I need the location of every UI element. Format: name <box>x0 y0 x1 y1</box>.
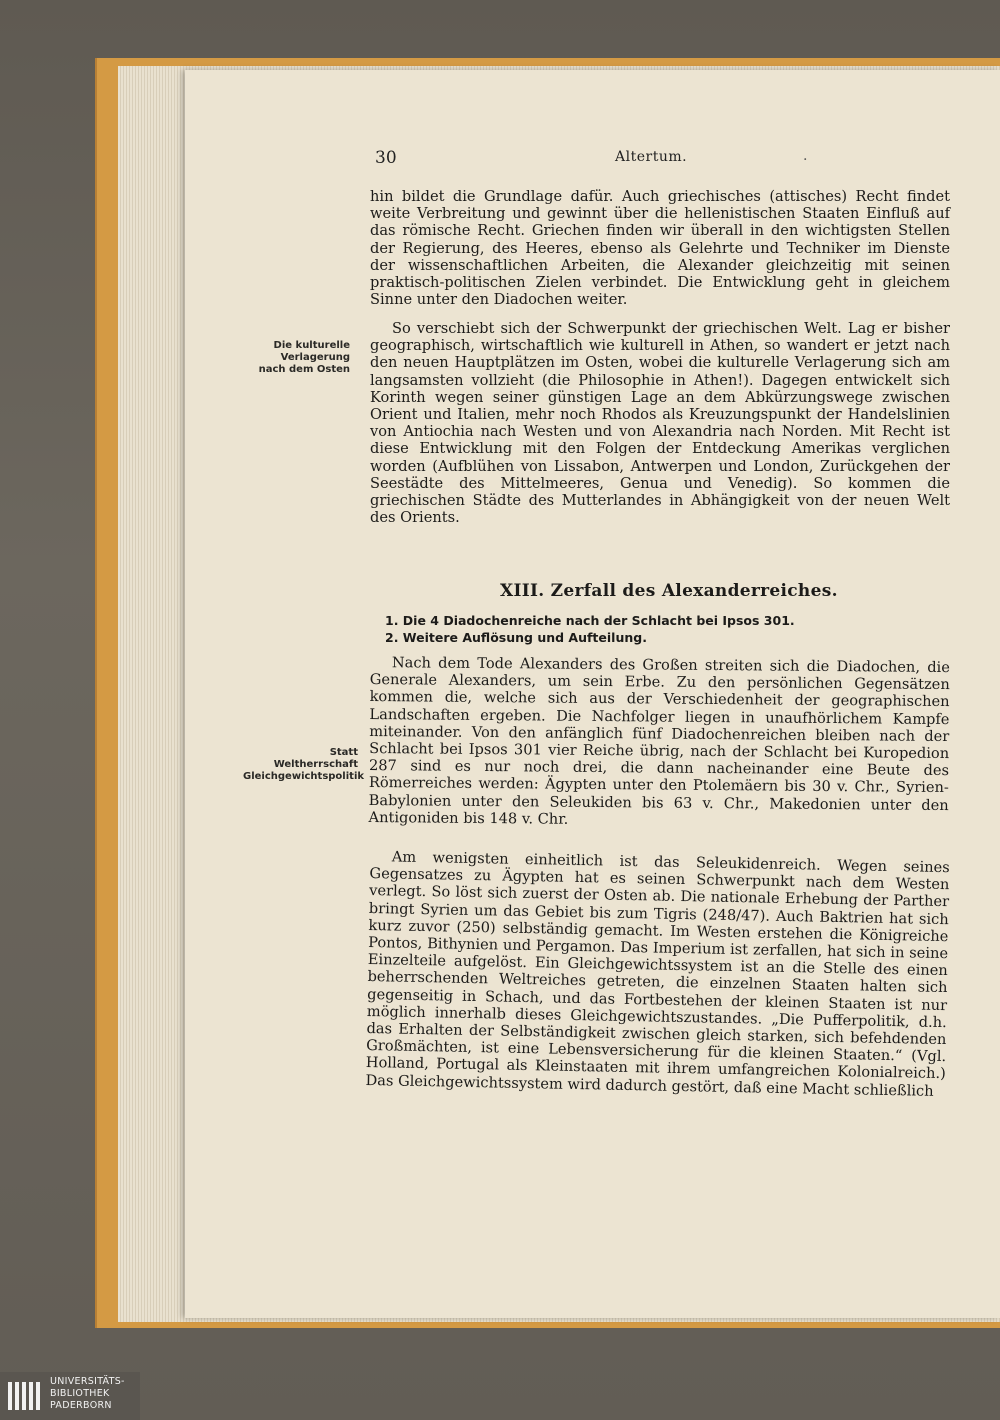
section-subtopics <box>385 612 905 646</box>
subtopic-item: 2. Weitere Auflösung und Aufteilung. <box>385 630 647 645</box>
page-header <box>375 148 935 170</box>
paragraph: So verschiebt sich der Schwerpunkt der griechischen Welt. Lag er bisher geographisch, wirtschaftlich wie kulturell in Athen, so wandert er jetzt nach den neuen Hauptplätzen im Osten, wobei die kulturelle Verlagerung sich am langsamsten vollzieht (die Philosophie in Athen!). Dagegen entwickelt sich Korinth wegen seiner günstigen Lage an dem Abkürzungswege zwischen Orient und Italien, mehr noch Rhodos als Kreuzungspunkt der Handelslinien von Antiochia nach Westen und von Alexandria nach Norden. Mit Recht ist diese Entwicklung mit den Folgen der Entdeckung Amerikas verglichen worden (Aufblühen von Lissabon, Antwerpen und London, Zurückgehen der Seestädte des Mittelmeeres, Genua und Venedig). So kommen die griechischen Städte des Mutterlandes in Abhängigkeit von der neuen Welt des Orients. <box>370 320 950 527</box>
paragraph-block-2 <box>370 320 950 526</box>
subtopic-item: 1. Die 4 Diadochenreiche nach der Schlacht bei Ipsos 301. <box>385 613 795 628</box>
page-number: 30 <box>375 148 397 168</box>
paragraph-block-1 <box>370 188 950 308</box>
paragraph-block-3 <box>368 654 949 831</box>
margin-note-line: Die kulturelle <box>273 340 350 351</box>
paragraph-block-4 <box>365 848 950 1100</box>
paragraph: hin bildet die Grundlage dafür. Auch griechisches (attisches) Recht findet weite Verbreitung und gewinnt über die hellenistischen Staaten Einfluß auf das römische Recht. Griechen finden wir überall in den wichtigsten Stellen der Regierung, des Heeres, ebenso als Gelehrte und Techniker im Dienste der wissenschaftlichen Arbeiten, die Alexander gleichzeitig mit seinen praktisch-politischen Zielen verbindet. Die Entwicklung geht in gleichem Sinne unter den Diadochen weiter. <box>370 188 950 309</box>
logo-line: BIBLIOTHEK <box>50 1388 110 1399</box>
library-logo <box>0 1372 140 1420</box>
running-head: Altertum. <box>615 149 688 165</box>
header-dot: . <box>803 148 808 164</box>
section-heading: XIII. Zerfall des Alexanderreiches. <box>500 581 838 601</box>
library-emblem-icon <box>6 1378 44 1414</box>
margin-note-line: Verlagerung <box>280 352 350 363</box>
library-name <box>50 1376 125 1412</box>
margin-note-line: Statt Weltherrschaft <box>273 747 358 770</box>
logo-line: PADERBORN <box>50 1400 112 1411</box>
margin-note-line: nach dem Osten <box>258 364 350 375</box>
paragraph: Am wenigsten einheitlich ist das Seleukidenreich. Wegen seines Gegensatzes zu Ägypten hat es seinen Schwerpunkt nach dem Westen verlegt. So löst sich zuerst der Osten ab. Die nationale Erhebung der Parther bringt Syrien um das Gebiet bis zum Tigris (248/47). Auch Baktrien hat sich kurz zuvor (250) selbständig gemacht. Im Westen erstehen die Königreiche Pontos, Bithynien und Pergamon. Das Imperium ist zerfallen, hat sich in seine Einzelteile aufgelöst. Ein Gleichgewichtssystem ist an die Stelle des einen beherrschenden Weltreiches getreten, die einzelnen Staaten halten sich gegenseitig in Schach, und das Fortbestehen der kleinen Staaten ist nur möglich innerhalb dieses Gleichgewichtszustandes. „Die Pufferpolitik, d.h. das Erhalten der Selbständigkeit zwischen gleich starken, sich befehdenden Großmächten, ist eine Lebensversicherung für die kleinen Staaten.“ (Vgl. Holland, Portugal als Kleinstaaten mit ihrem umfangreichen Kolonialreich.) Das Gleichgewichtssystem wird dadurch gestört, daß eine Macht schließlich <box>365 848 950 1100</box>
paragraph: Nach dem Tode Alexanders des Großen streiten sich die Diadochen, die Generale Alexanders, um sein Erbe. Zu den persönlichen Gegensätzen kommen die, welche sich aus der Verschiedenheit der geographischen Landschaften ergeben. Die Nachfolger liegen in unaufhörlichem Kampfe miteinander. Von den anfänglich fünf Diadochenreichen bleiben nach der Schlacht bei Ipsos 301 vier Reiche übrig, nach der Schlacht bei Kuropedion 287 sind es nur noch drei, die dann nacheinander eine Beute des Römerreiches werden: Ägypten unter den Ptolemäern bis 30 v. Chr., Syrien-Babylonien unter den Seleukiden bis 63 v. Chr., Makedonien unter den Antigoniden bis 148 v. Chr. <box>368 654 950 828</box>
logo-line: UNIVERSITÄTS- <box>50 1376 125 1387</box>
margin-note-line: Gleichgewichtspolitik <box>243 771 365 782</box>
margin-note-balance-politics <box>243 747 365 783</box>
margin-note-cultural-shift <box>235 340 350 376</box>
book-page <box>185 70 1000 1318</box>
